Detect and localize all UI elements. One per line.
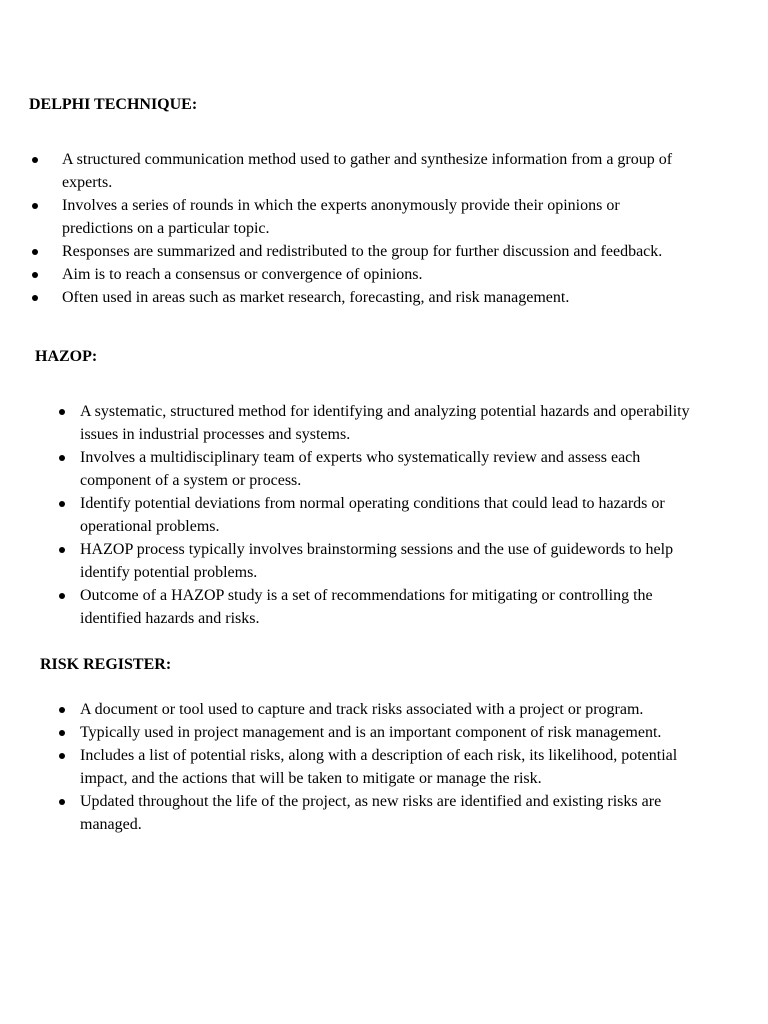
list-item-text: A systematic, structured method for identifying and analyzing potential hazards and operability issues in industrial processes and systems. (80, 403, 690, 443)
bullet-icon (32, 249, 38, 255)
list-item (80, 584, 700, 630)
bullet-icon (59, 707, 65, 713)
list-item (80, 721, 700, 744)
list-item (80, 400, 700, 446)
list-item-text: Updated throughout the life of the project, as new risks are identified and existing risks are managed. (80, 793, 662, 833)
list-item (62, 286, 692, 309)
list-item-text: A document or tool used to capture and track risks associated with a project or program. (80, 701, 644, 718)
bullet-list (62, 148, 692, 309)
bullet-icon (59, 730, 65, 736)
list-item-text: Involves a multidisciplinary team of experts who systematically review and assess each component of a system or process. (80, 449, 641, 489)
bullet-list (80, 698, 700, 836)
list-item (80, 790, 700, 836)
bullet-icon (59, 547, 65, 553)
section-heading: RISK REGISTER: (40, 656, 172, 673)
list-item (80, 698, 700, 721)
section-heading: DELPHI TECHNIQUE: (29, 96, 198, 113)
section-heading: HAZOP: (35, 348, 98, 365)
list-item-text: Includes a list of potential risks, along with a description of each risk, its likelihood, potential impact, and the actions that will be taken to mitigate or manage the risk. (80, 747, 678, 787)
list-item-text: Outcome of a HAZOP study is a set of recommendations for mitigating or controlling the identified hazards and risks. (80, 587, 653, 627)
bullet-icon (59, 455, 65, 461)
list-item-text: Involves a series of rounds in which the experts anonymously provide their opinions or predictions on a particular topic. (62, 197, 620, 237)
bullet-icon (59, 753, 65, 759)
list-item (62, 194, 692, 240)
list-item (80, 492, 700, 538)
bullet-icon (32, 272, 38, 278)
bullet-list (80, 400, 700, 630)
list-item-text: Responses are summarized and redistributed to the group for further discussion and feedback. (62, 243, 663, 260)
bullet-icon (32, 295, 38, 301)
bullet-icon (59, 501, 65, 507)
list-item (62, 263, 692, 286)
list-item-text: A structured communication method used to gather and synthesize information from a group of experts. (62, 151, 673, 191)
list-item-text: Often used in areas such as market research, forecasting, and risk management. (62, 289, 570, 306)
list-item-text: Typically used in project management and is an important component of risk management. (80, 724, 662, 741)
list-item-text: Identify potential deviations from normal operating conditions that could lead to hazards or operational problems. (80, 495, 665, 535)
bullet-icon (59, 799, 65, 805)
list-item (62, 148, 692, 194)
list-item (80, 446, 700, 492)
bullet-icon (59, 593, 65, 599)
list-item-text: HAZOP process typically involves brainstorming sessions and the use of guidewords to help identify potential problems. (80, 541, 674, 581)
list-item (80, 538, 700, 584)
bullet-icon (32, 157, 38, 163)
list-item-text: Aim is to reach a consensus or convergence of opinions. (62, 266, 423, 283)
bullet-icon (59, 409, 65, 415)
list-item (80, 744, 700, 790)
list-item (62, 240, 692, 263)
bullet-icon (32, 203, 38, 209)
